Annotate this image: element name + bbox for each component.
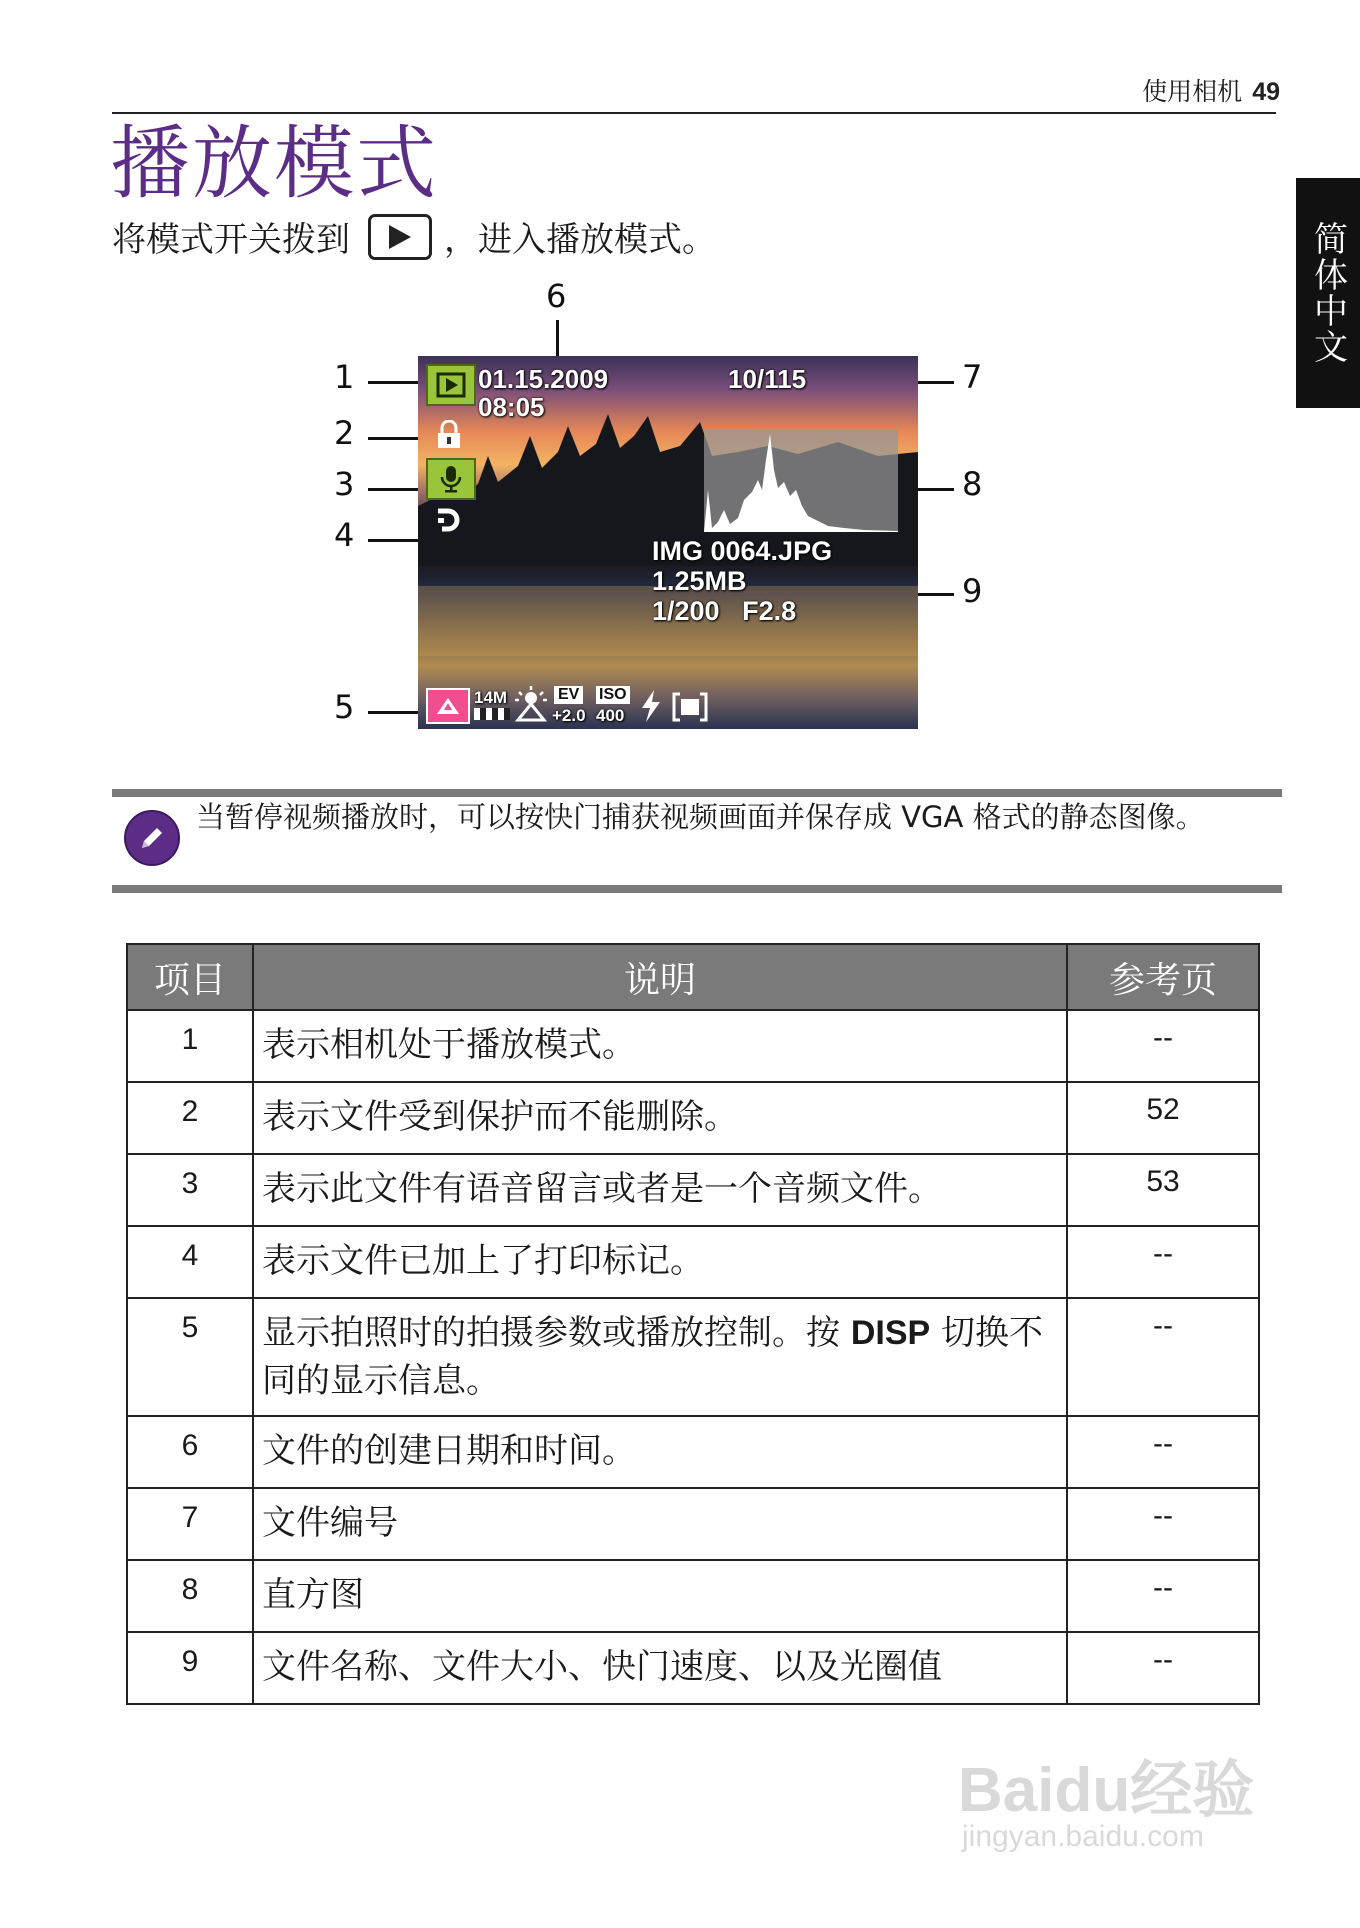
ev-value: +2.0 — [552, 706, 586, 725]
item-description: 表示相机处于播放模式。 — [253, 1010, 1067, 1082]
protect-lock-icon — [426, 416, 472, 454]
ev-label: EV — [554, 686, 583, 704]
file-name: IMG 0064.JPG — [652, 536, 833, 566]
page-number: 49 — [1252, 78, 1280, 106]
reference-page: -- — [1067, 1632, 1259, 1704]
ev-indicator — [552, 686, 592, 726]
file-counter: 10/115 — [728, 364, 807, 394]
header-rule — [112, 112, 1276, 114]
callout-number: 8 — [962, 465, 983, 503]
callout-number: 5 — [334, 688, 355, 726]
note-rule-bottom — [112, 885, 1282, 893]
item-number: 9 — [127, 1632, 253, 1704]
white-balance-icon — [514, 686, 548, 726]
table-row — [127, 1488, 1259, 1560]
reference-page: -- — [1067, 1560, 1259, 1632]
legend-table — [126, 943, 1260, 1705]
reference-page: 52 — [1067, 1082, 1259, 1154]
baidu-watermark-url: jingyan.baidu.com — [962, 1820, 1204, 1853]
header-reference-page: 参考页 — [1067, 944, 1259, 1010]
item-number: 7 — [127, 1488, 253, 1560]
intro-after: ，进入播放模式。 — [444, 220, 716, 260]
disp-button-label: DISP — [850, 1314, 931, 1352]
item-description: 文件的创建日期和时间。 — [253, 1416, 1067, 1488]
intro-line — [112, 212, 716, 261]
callout-number: 6 — [546, 277, 567, 315]
page-title: 播放模式 — [110, 117, 438, 210]
table-row — [127, 1226, 1259, 1298]
voice-memo-icon — [426, 458, 476, 500]
item-number: 8 — [127, 1560, 253, 1632]
header-description: 说明 — [253, 944, 1067, 1010]
table-header-row — [127, 944, 1259, 1010]
callout-number: 1 — [334, 358, 355, 396]
description-text: 显示拍照时的拍摄参数或播放控制。按 — [262, 1313, 851, 1353]
item-description: 表示文件已加上了打印标记。 — [253, 1226, 1067, 1298]
item-description: 文件名称、文件大小、快门速度、以及光圈值 — [253, 1632, 1067, 1704]
dpof-print-icon — [426, 500, 472, 538]
histogram — [704, 430, 898, 532]
item-description: 文件编号 — [253, 1488, 1067, 1560]
baidu-watermark-logo: Baidu经验 — [958, 1756, 1255, 1825]
shutter-aperture: 1/200 F2.8 — [652, 596, 797, 626]
callout-number: 7 — [962, 358, 983, 396]
reference-page: -- — [1067, 1226, 1259, 1298]
callout-number: 9 — [962, 572, 983, 610]
resolution-icon — [474, 688, 510, 722]
play-mode-icon — [426, 364, 476, 406]
item-description: 直方图 — [253, 1560, 1067, 1632]
table-row — [127, 1416, 1259, 1488]
iso-value: 400 — [596, 706, 625, 725]
flash-icon — [640, 690, 662, 726]
file-size: 1.25MB — [652, 566, 747, 596]
callout-number: 4 — [334, 516, 355, 554]
language-tab — [1296, 178, 1360, 408]
table-row — [127, 1082, 1259, 1154]
table-row — [127, 1632, 1259, 1704]
header-section: 使用相机 — [1142, 77, 1243, 106]
table-row — [127, 1560, 1259, 1632]
item-number: 3 — [127, 1154, 253, 1226]
item-description: 表示此文件有语音留言或者是一个音频文件。 — [253, 1154, 1067, 1226]
item-number: 5 — [127, 1298, 253, 1416]
item-number: 4 — [127, 1226, 253, 1298]
callout-number: 3 — [334, 465, 355, 503]
pencil-note-icon — [124, 810, 180, 866]
intro-before: 将模式开关拨到 — [112, 220, 350, 260]
file-date: 01.15.2009 — [478, 364, 609, 394]
item-number: 2 — [127, 1082, 253, 1154]
note-text: 当暂停视频播放时，可以按快门捕获视频画面并保存成 VGA 格式的静态图像。 — [196, 800, 1205, 834]
iso-indicator — [594, 686, 634, 726]
table-row — [127, 1010, 1259, 1082]
reference-page: -- — [1067, 1298, 1259, 1416]
item-description — [253, 1298, 1067, 1416]
reference-page: -- — [1067, 1488, 1259, 1560]
item-description: 表示文件受到保护而不能删除。 — [253, 1082, 1067, 1154]
reference-page: -- — [1067, 1010, 1259, 1082]
language-tab-label: 简体中文 — [1307, 221, 1348, 365]
item-number: 1 — [127, 1010, 253, 1082]
reference-page: 53 — [1067, 1154, 1259, 1226]
running-header — [1142, 72, 1280, 108]
reference-page: -- — [1067, 1416, 1259, 1488]
table-row — [127, 1298, 1259, 1416]
lcd-screen — [418, 356, 918, 729]
table-row — [127, 1154, 1259, 1226]
resolution-label: 14M — [474, 688, 508, 707]
metering-icon — [672, 692, 708, 726]
iso-label: ISO — [596, 686, 630, 704]
item-number: 6 — [127, 1416, 253, 1488]
callout-number: 2 — [334, 414, 355, 452]
scene-mode-icon — [426, 688, 470, 724]
description-text: 切换不同的显示信息。 — [262, 1313, 1043, 1401]
playback-mode-icon — [368, 214, 432, 260]
header-item: 项目 — [127, 944, 253, 1010]
file-time: 08:05 — [478, 392, 545, 422]
